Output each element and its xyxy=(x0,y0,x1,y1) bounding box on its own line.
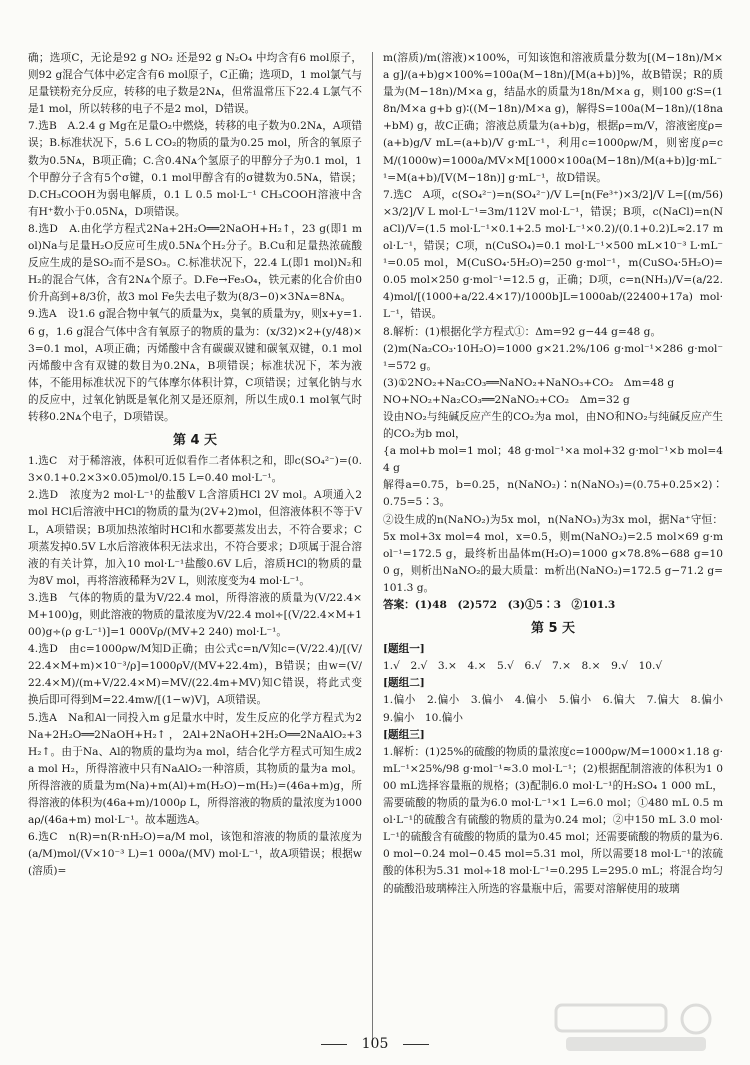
paragraph: 3.选B 气体的物质的量为V/22.4 mol，所得溶液的质量为(V/22.4×M+100)g，则此溶液的物质的量浓度为V/22.4 mol÷[(V/22.4×M+100)g÷(ρ g·L⁻¹)]=1 000Vρ/(MV+2 240) mol·L⁻¹。 xyxy=(28,591,362,639)
paragraph: NO+NO₂+Na₂CO₃══2NaNO₂+CO₂ Δm=32 g xyxy=(383,393,630,406)
watermark-logo-icon xyxy=(536,997,736,1057)
paragraph: 2.选D 浓度为2 mol·L⁻¹的盐酸V L含溶质HCl 2V mol。A项通入2 mol HCl后溶液中HCl的物质的量为(2V+2)mol，但溶液体积不等于V L，A项错误；B项加热浓缩时HCl和水都要蒸发出去，不符合要求；C项蒸发掉0.5V L水后溶液体积无法求出，不符合要求；D项属于混合溶液的有关计算，加入10 mol·L⁻¹盐酸0.6V L后，溶质HCl的物质的量为8V mol，再将溶液稀释为2V L，则浓度变为4 mol·L⁻¹。 xyxy=(28,489,362,587)
paragraph: 6.选C n(R)=n(R·nH₂O)=a/M mol，该饱和溶液的物质的量浓度为(a/M)mol/(V×10⁻³ L)=1 000a/(MV) mol·L⁻¹，故A项错误；根据w(溶质)= xyxy=(28,831,362,878)
answer-list: 1.√ 2.√ 3.× 4.× 5.√ 6.√ 7.× 8.× 9.√ 10.√ xyxy=(383,660,663,673)
answer-line: 答案：(1)48 (2)572 (3)①5∶3 ②101.3 xyxy=(383,599,616,611)
paragraph: 5.选A Na和Al一同投入m g足量水中时，发生反应的化学方程式为2Na+2H₂O══2NaOH+H₂↑，2Al+2NaOH+2H₂O══2NaAlO₂+3H₂↑。由于Na、Al的物质的量均为a mol，结合化学方程式可知生成2a mol H₂，所得溶液中只有NaAlO₂一种溶质，其物质的量为a mol。所得溶液的质量为m(Na)+m(Al)+m(H₂O)−m(H₂)=(46a+m)g，所得溶液的体积为(46a+m)/1000ρ L，所得溶液的物质的量浓度为1000aρ/(46a+m) mol·L⁻¹。故本题选A。 xyxy=(28,711,362,827)
paragraph: 7.选C A项，c(SO₄²⁻)=n(SO₄²⁻)/V L=[n(Fe³⁺)×3/2]/V L=[(m/56)×3/2]/V L mol·L⁻¹=3m/112V mol·L⁻¹，错误；B项，c(NaCl)=n(NaCl)/V=(1.5 mol·L⁻¹×0.1+2.5 mol·L⁻¹×0.2)/(0.1+0.2)L≈2.17 mol·L⁻¹，错误；C项，n(CuSO₄)=0.1 mol·L⁻¹×500 mL×10⁻³ L·mL⁻¹=0.05 mol，M(CuSO₄·5H₂O)=250 g·mol⁻¹，m(CuSO₄·5H₂O)=0.05 mol×250 g·mol⁻¹=12.5 g，正确；D项，c=n(NH₃)/V=(a/22.4)mol/[(1000+a/22.4×17)/1000b]L=1000ab/(22400+17a) mol·L⁻¹，错误。 xyxy=(383,188,723,321)
watermark-logo xyxy=(536,997,736,1057)
left-column xyxy=(28,50,362,881)
footer-dash-left xyxy=(321,1044,347,1045)
paragraph: 解得a=0.75，b=0.25，n(NaNO₂)∶n(NaNO₃)=(0.75+0.25×2)∶0.75=5∶3。 xyxy=(383,479,723,509)
paragraph: 8.选D A.由化学方程式2Na+2H₂O══2NaOH+H₂↑，23 g(即1 mol)Na与足量H₂O反应可生成0.5Nᴀ个H₂分子。B.Cu和足量热浓硫酸反应生成的是SO₂而不是SO₃。C.标准状况下，22.4 L(即1 mol)N₂和H₂的混合气体，含有2Nᴀ个原子。D.Fe→Fe₃O₄，铁元素的化合价由0价升高到+8/3价，故3 mol Fe失去电子数为(8/3−0)×3Nᴀ=8Nᴀ。 xyxy=(28,222,362,304)
paragraph: 1.选C 对于稀溶液，体积可近似看作二者体积之和，即c(SO₄²⁻)=(0.3×0.1+0.2×3×0.05)mol/0.15 L=0.40 mol·L⁻¹。 xyxy=(28,455,362,485)
paragraph: 确；选项C，无论是92 g NO₂ 还是92 g N₂O₄ 中均含有6 mol原子，则92 g混合气体中必定含有6 mol原子，C正确；选项D，1 mol氯气与足量镁粉充分反应，转移的电子数是2Nᴀ，但常温常压下22.4 L氯气不是1 mol，所以转移的电子不是2 mol，D错误。 xyxy=(28,52,362,116)
section-heading-day5: 第 5 天 xyxy=(530,621,576,637)
answer-list: 1.偏小 2.偏小 3.偏小 4.偏小 5.偏小 6.偏大 7.偏大 8.偏小 9.偏小 10.偏小 xyxy=(383,694,734,724)
paragraph: 8.解析：(1)根据化学方程式①：Δm=92 g−44 g=48 g。 xyxy=(383,325,662,338)
paragraph: 7.选B A.2.4 g Mg在足量O₂中燃烧，转移的电子数为0.2Nᴀ，A项错误；B.标准状况下，5.6 L CO₂的物质的量为0.25 mol，所含的氧原子数为0.5Nᴀ，B项正确；C.含0.4Nᴀ个氢原子的甲醇分子为0.1 mol，1个甲醇分子含有5个σ键，0.1 mol甲醇含有的σ键数为0.5Nᴀ，错误；D.CH₃COOH为弱电解质，0.1 L 0.5 mol·L⁻¹ CH₃COOH溶液中含有H⁺数小于0.05Nᴀ，D项错误。 xyxy=(28,120,362,218)
paragraph: (3)①2NO₂+Na₂CO₃══NaNO₂+NaNO₃+CO₂ Δm=48 g xyxy=(383,376,675,389)
group-label: [题组二] xyxy=(383,677,425,690)
paragraph: ②设生成的n(NaNO₂)为5x mol，n(NaNO₃)为3x mol，据Na⁺守恒：5x mol+3x mol=4 mol，x=0.5，则m(NaNO₂)=2.5 mol×69 g·mol⁻¹=172.5 g，最终析出晶体m(H₂O)=1000 g×78.8%−688 g=100 g，则析出NaNO₂的最大质量：m析出(NaNO₂)=172.5 g−71.2 g=101.3 g。 xyxy=(383,513,723,594)
paragraph: 4.选D 由c=1000ρw/M知D正确；由公式c=n/V知c=(V/22.4)/[(V/22.4×M+m)×10⁻³/ρ]=1000ρV/(MV+22.4m)，B错误；由w=(V/22.4×M)/(m+V/22.4×M)=MV/(22.4m+MV)知C错误，将此式变换后即可得到M=22.4mw/[(1−w)V]，A项错误。 xyxy=(28,643,362,707)
paragraph: (2)m(Na₂CO₃·10H₂O)=1000 g×21.2%/106 g·mol⁻¹×286 g·mol⁻¹=572 g。 xyxy=(383,342,723,372)
group-label: [题组一] xyxy=(383,643,425,656)
section-heading-day4: 第 4 天 xyxy=(172,433,218,449)
group-label: [题组三] xyxy=(383,728,425,741)
paragraph: 设由NO₂与纯碱反应产生的CO₂为a mol，由NO和NO₂与纯碱反应产生的CO₂为b mol， xyxy=(383,410,723,441)
paragraph: 1.解析：(1)25%的硫酸的物质的量浓度c=1000ρw/M=1000×1.18 g·mL⁻¹×25%/98 g·mol⁻¹≈3.0 mol·L⁻¹；(2)根据配制溶液的体积为1 000 mL选择容量瓶的规格；(3)配制6.0 mol·L⁻¹的H₂SO₄ 1 000 mL，需要硫酸的物质的量为6.0 mol·L⁻¹×1 L=6.0 mol；①480 mL 0.5 mol·L⁻¹的硫酸含有硫酸的物质的量为0.24 mol；②中150 mL 3.0 mol·L⁻¹的硫酸含有硫酸的物质的量为0.45 mol；还需要硫酸的物质的量为6.0 mol−0.24 mol−0.45 mol=5.31 mol，所以需要18 mol·L⁻¹的浓硫酸的体积为5.31 mol÷18 mol·L⁻¹=0.295 L=295.0 mL；将混合均匀的硫酸沿玻璃棒注入所选的容量瓶中后，需要对溶解使用的玻璃 xyxy=(383,745,723,895)
footer-dash-right xyxy=(403,1044,429,1045)
paragraph: 9.选A 设1.6 g混合物中氧气的质量为x，臭氧的质量为y，则x+y=1.6 g，1.6 g混合气体中含有氧原子的物质的量为：(x/32)×2+(y/48)×3=0.1 mol，A项正确；丙烯酸中含有碳碳双键和碳氧双键，0.1 mol丙烯酸中含有双键的数目为0.2Nᴀ，B项错误；标准状况下，苯为液体，不能用标准状况下的气体摩尔体积计算，C项错误；过氧化钠与水的反应中，过氧化钠既是氧化剂又是还原剂，所以生成0.1 mol氧气时转移0.2Nᴀ个电子，D项错误。 xyxy=(28,308,362,423)
paragraph: m(溶质)/m(溶液)×100%，可知该饱和溶液质量分数为[(M−18n)/M×a g]/(a+b)g×100%=100a(M−18n)/[M(a+b)]%，故B错误；R的质量为(M−18n)/M×a g，结晶水的质量为18n/M×a g，则100 g∶S=(18n/M×a g+b g)∶((M−18n)/M×a g)，解得S=100a(M−18n)/(18na+bM) g，故C正确；溶液总质量为(a+b)g，根据ρ=m/V，溶液密度ρ=(a+b)g/V mL=(a+b)/V g·mL⁻¹，利用c=1000ρw/M，则密度ρ=cM/(1000w)=1000a/MV×M[1000×100a(M−18n)/M(a+b)]g·mL⁻¹=M(a+b)/[V(M−18n)] g·mL⁻¹，故D错误。 xyxy=(383,52,723,184)
column-divider xyxy=(372,52,373,1047)
right-column xyxy=(383,50,734,898)
paragraph: {a mol+b mol=1 mol；48 g·mol⁻¹×a mol+32 g·mol⁻¹×b mol=44 g xyxy=(383,445,723,475)
page-number: 105 xyxy=(361,1036,389,1052)
